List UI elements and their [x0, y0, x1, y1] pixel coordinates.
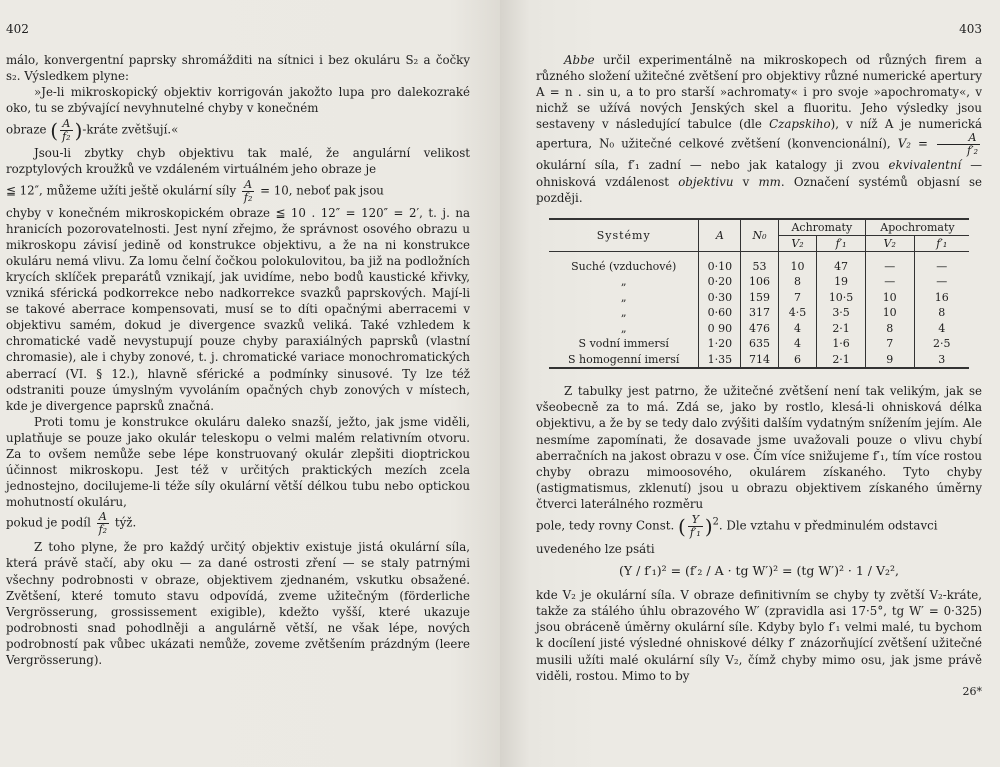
- right-page: [500, 0, 1000, 767]
- right-page-text: [536, 52, 982, 206]
- left-page-text: [6, 52, 470, 668]
- text-fragment: obraze: [6, 122, 47, 137]
- text-fragment: -kráte zvětšují.«: [82, 122, 179, 137]
- cell-apochromat-f1: 3: [914, 352, 969, 369]
- text-line: uvedeného lze psáti: [536, 542, 655, 556]
- cell-achromat-v2: 10: [778, 251, 816, 274]
- cell-name: „: [620, 306, 627, 320]
- emphasis: objektivu: [678, 174, 734, 189]
- cell-achromat-v2: 6: [778, 352, 816, 369]
- col-header-f1: f′₁: [817, 235, 866, 251]
- cell-apochromat-v2: 7: [865, 336, 914, 352]
- cell-achromat-v2: 4: [778, 321, 816, 337]
- cell-name: S homogenní imersí: [567, 352, 680, 366]
- cell-name: „: [620, 275, 627, 289]
- emphasis: mm: [758, 174, 781, 189]
- quote-text: »Je-li mikroskopický objektiv korrigován jakožto lupa pro dalekozraké oko, tu se zbývající nevyhnutelné chyby v konečném: [6, 85, 470, 116]
- cell-aperture: 0 90: [699, 321, 741, 337]
- table-row: [549, 305, 969, 321]
- cell-apochromat-v2: 10: [865, 290, 914, 306]
- paragraph: Z toho plyne, že pro každý určitý objektiv existuje jistá okulární síla, která právě stačí, aby oku — za dané ostrosti zření — se staly patrnými všechny podrobnosti v obraze, objektivem zjednaném, vskutku obsažené. Zvětšení, které tomuto stavu odpovídá, zveme užitečným (förderliche Vergrösserung, grossissement exigible), kdežto vyšší, které ukazuje podrobnosti snad pohodlněji a angulárně větší, ne však lépe, nových podrobností pak vůbec ukázati nemůže, zoveme zvětšením prázdným (leere Vergrösserung).: [6, 540, 470, 667]
- cell-achromat-v2: 4·5: [778, 305, 816, 321]
- cell-achromat-f1: 10·5: [817, 290, 866, 306]
- cell-achromat-v2: 8: [778, 274, 816, 290]
- author-name: Czapskiho: [769, 117, 831, 132]
- text-fragment: = 10, neboť pak jsou: [260, 183, 384, 198]
- cell-apochromat-f1: 16: [914, 290, 969, 306]
- col-header-f1: f′₁: [914, 235, 969, 251]
- text-fragment: určil experimentálně na mikroskopech od různých firem a různého složení užitečné zvětšení pro objektivy různé numerické apertury A = n . sin u, a to pro starší »achromaty« i pro svoje »apochromaty«, v nichž se užívá nových Jenských skel a fluoritu. Jeho výsledky jsou sestaveny v následující tabulce (dle: [536, 53, 982, 132]
- fraction-numerator: A: [97, 511, 109, 524]
- cell-apochromat-f1: —: [914, 251, 969, 274]
- cell-aperture: 0·10: [699, 251, 741, 274]
- table-row: [549, 352, 969, 369]
- formula: (Y / f′₁)² = (f′₂ / A · tg W′)² = (tg W′)² · 1 / V₂²,: [618, 563, 900, 579]
- cell-aperture: 0·30: [699, 290, 741, 306]
- cell-achromat-v2: 4: [778, 336, 816, 352]
- paragraph: [536, 383, 982, 512]
- col-header-n0: N₀: [741, 219, 779, 252]
- text-fragment: Z tabulky jest patrno, že užitečné zvětšení není tak velikým, jak se všeobecně za to má. Zdá se, jako by rostlo, klesá-li ohnisková délka objektivu, a že by se tedy dalo zvýšiti dalším vydatným snížením jejím. Ale nesmíme zapomínati, že dosavade jsme uvažovali pouze o vlivu chybí aberračních na jakost obrazu v ose. Čím více snižujeme f′₁, tím více rostou chyby obrazu mimoosového, okulárem získaného. Tyto chyby (astigmatismus, zklenutí) jsou u obrazu objektivem získaného úměrny čtverci laterálného rozměru: [536, 384, 982, 511]
- cell-achromat-f1: 2·1: [817, 352, 866, 369]
- fraction: [97, 511, 109, 536]
- fraction: [242, 179, 254, 204]
- cell-achromat-f1: 2·1: [817, 321, 866, 337]
- fraction: $\frac{Y}{\text{f′₁}}$: [689, 513, 701, 539]
- emphasis: ekvivalentní: [888, 158, 962, 173]
- paragraph: chyby v konečném mikroskopickém obraze ≦ 10 . 12″ = 120″ = 2′, t. j. na hranicích pozorovatelnosti. Jest nyní zřejmo, že správnost osového obrazu u mikroskopu závisí jedině od konstrukce objektivu, a že na ni konstrukce okuláru nemá vlivu. Za lomu čelní čočkou polokulovitou, ba již na podložních krycích sklíček preparátů vznikají, jak uvidíme, nebo bodů kaustické křivky, vzniká sférická podkorrekce nebo nadkorrekce svazků paprskových. Mají-li se takové aberrace kompensovati, musí se to díti opačnými aberracemi v objektivu samém, dokud je divergence svazků veliká. Také vzhledem k chromatické vadě nevystupují pouze chyby paraxiálných paprsků (vlastní chromasie), ale i chyby zonové, t. j. chromatické variace monochromatických aberrací (VI. § 12.), hlavně sférické a podmínky sinusové. Ty lze též odstraniti pouze úmyslným vyvoláním opačných chyb zonových v místech, kde je divergence paprsků značná.: [6, 205, 470, 413]
- cell-achromat-f1: 47: [817, 251, 866, 274]
- cell-aperture: 0·60: [699, 305, 741, 321]
- quote-paragraph: [6, 84, 470, 116]
- cell-apochromat-v2: 9: [865, 352, 914, 369]
- cell-apochromat-f1: 8: [914, 305, 969, 321]
- page-number: 403: [959, 22, 982, 36]
- fraction-denominator: f′₂: [967, 144, 979, 158]
- fraction-denominator: f₂: [243, 190, 253, 204]
- table-row: [549, 336, 969, 352]
- cell-n0: 53: [741, 251, 779, 274]
- right-page-text-lower: [536, 383, 982, 700]
- fraction: [937, 132, 980, 157]
- formula-line: pole, tedy rovny Const. ( $\frac{Y}{\text{f′₁}}$ )$^2$. Dle vztahu v předminulém odstavci: [536, 513, 938, 539]
- table-row: [549, 251, 969, 274]
- cell-apochromat-v2: —: [865, 274, 914, 290]
- col-header-apochromaty: Apochromaty: [865, 219, 969, 236]
- cell-achromat-v2: 7: [778, 290, 816, 306]
- formula-line: [6, 511, 470, 536]
- col-header-system: Systémy: [549, 219, 699, 252]
- paragraph: [536, 52, 982, 206]
- cell-aperture: 0·20: [699, 274, 741, 290]
- fraction: [60, 118, 72, 143]
- text-fragment: — ohnisková vzdálenost: [536, 158, 983, 189]
- author-name: Abbe: [564, 53, 595, 67]
- paragraph: Proti tomu je konstrukce okuláru daleko snazší, ježto, jak jsme viděli, uplatňuje se pouze jako okulár teleskopu o velmi malém relativním otvoru. Za to ovšem nemůže sebe lépe konstruovaný okulár zlepšiti dioptrickou účinnost mikroskopu. Jest též v určitých praktických mezích zcela jednostejno, docilujeme-li téže síly okulární větší délkou tubu nebo optickou mohutností okuláru,: [6, 414, 470, 510]
- page-number: 402: [6, 22, 29, 36]
- text-fragment: pole, tedy rovny Const.: [536, 518, 675, 533]
- cell-name: S vodní immersí: [578, 337, 669, 351]
- cell-achromat-f1: 3·5: [817, 305, 866, 321]
- text-fragment: okulární síla, f′₁ zadní — nebo jak katalogy ji zvou: [536, 158, 889, 173]
- text-fragment: v: [733, 174, 759, 189]
- col-header-aperture: A: [699, 219, 741, 252]
- cell-apochromat-f1: 4: [914, 321, 969, 337]
- text-fragment: ≦ 12″, můžeme užíti ještě okulární síly: [6, 183, 237, 198]
- fraction-denominator: f₂: [98, 523, 108, 537]
- text-fragment: Dle vztahu v předminulém odstavci: [726, 518, 938, 533]
- fraction-numerator: A: [937, 132, 980, 145]
- table-row: [549, 321, 969, 337]
- cell-n0: 159: [741, 290, 779, 306]
- cell-achromat-f1: 1·6: [817, 336, 866, 352]
- signature-mark: 26*: [962, 684, 982, 698]
- paragraph: kde V₂ je okulární síla. V obraze definitivním se chyby ty zvětší V₂-kráte, takže za stálého úhlu obrazového W′ (zpravidla asi 17·5°, tg W′ = 0·325) jsou obráceně úměrny okulární síle. Kdyby bylo f′₁ velmi malé, tu bychom k docílení jisté výsledné ohniskové délky f′ znázorňující zvětšení užitečné musili užíti malé okulární síly V₂, čímž chyby mimo osu, jak jsme právě viděli, rostou. Mimo to by: [536, 588, 982, 683]
- cell-apochromat-f1: —: [914, 274, 969, 290]
- quote-end: obraze ( $\frac{A}{\text{f₂}}$ )-kráte zvětšují.«: [6, 117, 179, 144]
- table-row: [549, 274, 969, 290]
- paragraph: Jsou-li zbytky chyb objektivu tak malé, že angulární velikost rozptylových kroužků ve vzdáleném virtuálném jeho obraze je: [6, 146, 470, 177]
- cell-n0: 106: [741, 274, 779, 290]
- fraction-numerator: A: [60, 118, 72, 131]
- cell-apochromat-v2: —: [865, 251, 914, 274]
- fraction-denominator: f₂: [62, 130, 71, 144]
- aperture-table: [549, 218, 969, 370]
- col-header-v2: V₂: [865, 235, 914, 251]
- cell-aperture: 1·20: [699, 336, 741, 352]
- text-fragment: ), v níž A je numerická apertura, N₀ užitečné celkové zvětšení (konvencionální),: [536, 117, 982, 151]
- cell-name: Suché (vzduchové): [571, 259, 677, 273]
- col-header-v2: V₂: [778, 235, 816, 251]
- cell-name: „: [620, 290, 627, 304]
- cell-apochromat-v2: 8: [865, 321, 914, 337]
- paragraph: málo, konvergentní paprsky shromážditi na sítnici i bez okuláru S₂ a čočky s₂. Výsledkem plyne:: [6, 53, 470, 84]
- cell-aperture: 1·35: [699, 352, 741, 369]
- cell-n0: 476: [741, 321, 779, 337]
- text-fragment: pokud je podíl: [6, 515, 91, 530]
- table-row: [549, 290, 969, 306]
- text-fragment: . Označení systémů objasní se později.: [536, 174, 982, 205]
- cell-n0: 635: [741, 336, 779, 352]
- cell-apochromat-f1: 2·5: [914, 336, 969, 352]
- col-header-achromaty: Achromaty: [778, 219, 865, 236]
- formula-line: [6, 179, 470, 204]
- text-fragment: týž.: [114, 515, 137, 530]
- cell-n0: 317: [741, 305, 779, 321]
- fraction-numerator: A: [242, 179, 254, 192]
- formula-label: V₂ =: [897, 136, 928, 151]
- cell-name: „: [620, 321, 627, 335]
- cell-n0: 714: [741, 352, 779, 369]
- cell-achromat-f1: 19: [817, 274, 866, 290]
- cell-apochromat-v2: 10: [865, 305, 914, 321]
